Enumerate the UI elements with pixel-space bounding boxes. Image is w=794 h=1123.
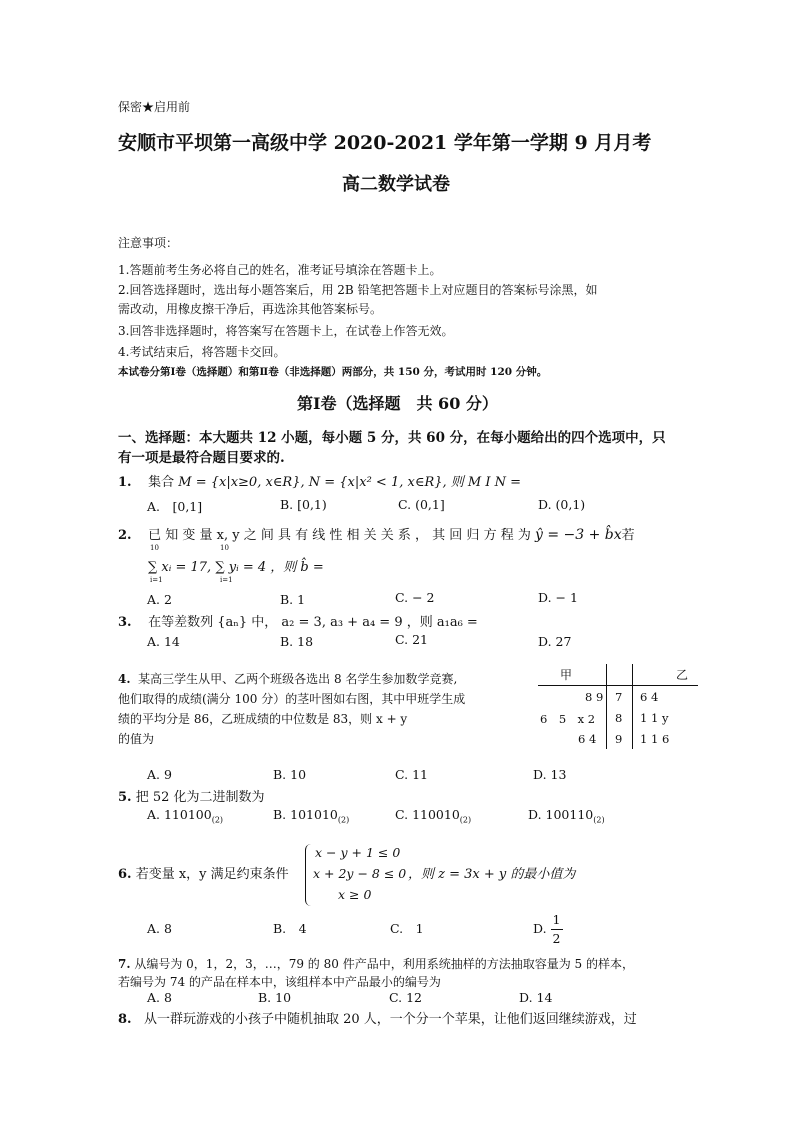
question-6-tail: ，则 z = 3x + y 的最小值为	[408, 867, 576, 882]
question-7-line-1	[118, 955, 634, 972]
question-number: 7.	[118, 957, 131, 971]
constraint-brace	[305, 844, 311, 906]
option-b: B. 4	[273, 921, 307, 936]
question-4-line-2: 他们取得的成绩(满分 100 分）的茎叶图如右图，其中甲班学生成	[118, 692, 466, 706]
option-a: A. $110100_{(2)}$	[147, 807, 224, 825]
question-number: 6.	[118, 867, 132, 882]
option-b: B. $101010_{(2)}$	[273, 807, 350, 825]
option-b: B. 10	[258, 990, 292, 1005]
option-a: A. 14	[147, 634, 180, 649]
section-instruction-2: 有一项是最符合题目要求的.	[118, 450, 285, 466]
section-title: 第Ⅰ卷（选择题 共 60 分）	[297, 394, 498, 413]
option-a: A. [0,1]	[147, 499, 203, 514]
stem-leaf-rule	[538, 685, 698, 686]
question-number: 3.	[118, 615, 132, 630]
sum-lower-limit: i=1	[150, 576, 163, 584]
stem-leaf-left-row-3: 6 4	[578, 732, 597, 746]
constraint-1: x − y + 1 ≤ 0	[315, 845, 401, 860]
option-d: D. 27	[538, 634, 572, 649]
question-5	[118, 786, 265, 805]
notes-heading: 注意事项：	[118, 236, 179, 250]
question-stem: 从一群玩游戏的小孩子中随机抽取 20 人，一个分一个苹果，让他们返回继续游戏，过	[143, 1012, 637, 1027]
question-2	[118, 524, 635, 543]
fraction-one-half: $\frac{1}{2}$	[552, 912, 561, 946]
question-math: M = {x|x≥0, x∈R}, N = {x|x² < 1, x∈R}, 则 M I N =	[178, 475, 522, 490]
question-8	[118, 1008, 637, 1027]
option-a: A. 8	[147, 990, 172, 1005]
option-c: C. 1	[390, 921, 424, 936]
constraint-3: x ≥ 0	[338, 887, 372, 902]
section-instruction-1: 一、选择题：本大题共 12 小题，每小题 5 分，共 60 分，在每小题给出的四个选项中，只	[118, 430, 666, 446]
question-stem: 已 知 变 量 x, y 之 间 具 有 线 性 相 关 关 系 ， 其 回 归 方 程 为	[148, 528, 531, 543]
question-stem: 把 52 化为二进制数为	[135, 790, 265, 805]
confidential-label: 保密★启用前	[118, 100, 191, 114]
exam-title: 安顺市平坝第一高级中学 2020-2021 学年第一学期 9 月月考	[118, 132, 652, 154]
question-stem: 在等差数列 {aₙ} 中， a₂ = 3, a₃ + a₄ = 9 ，则 a₁a₆ =	[148, 615, 478, 630]
question-6	[118, 863, 289, 882]
note-4: 4.考试结束后，将答题卡交回。	[118, 345, 286, 359]
option-d: D. 13	[533, 767, 567, 782]
option-d: D. $100110_{(2)}$	[528, 807, 605, 825]
stem-leaf-right-row-1: 6 4	[640, 690, 659, 704]
question-4-line-4: 的值为	[118, 732, 155, 746]
stem-leaf-stem-row-2: 8	[615, 711, 623, 725]
option-b: B. 18	[280, 634, 314, 649]
note-2b: 需改动，用橡皮擦干净后，再选涂其他答案标号。	[118, 302, 383, 316]
question-stem: 若变量 x，y 满足约束条件	[135, 867, 289, 882]
question-4-line-1	[118, 670, 457, 687]
question-1	[118, 471, 521, 490]
note-1: 1.答题前考生务必将自己的姓名，准考证号填涂在答题卡上。	[118, 263, 442, 277]
stem-leaf-left-row-1: 8 9	[585, 690, 604, 704]
option-b: B. [0,1)	[280, 497, 327, 512]
note-3: 3.回答非选择题时，将答案写在答题卡上，在试卷上作答无效。	[118, 324, 454, 338]
option-a: A. 8	[147, 921, 172, 936]
stem-leaf-stem-row-3: 9	[615, 732, 623, 746]
question-stem: 集合	[148, 475, 179, 490]
question-number: 2.	[118, 528, 132, 543]
question-2-line-2: ∑ xᵢ = 17, ∑ yᵢ = 4 ，则 b̂ =	[148, 560, 324, 575]
constraint-2: x + 2y − 8 ≤ 0	[313, 866, 407, 881]
question-number: 5.	[118, 790, 132, 805]
stem-leaf-left-row-2: 6 5 x 2	[540, 712, 596, 726]
stem-leaf-header-left: 甲	[560, 668, 573, 682]
option-a: A. 2	[147, 592, 172, 607]
question-number: 4.	[118, 672, 131, 686]
option-c: C. 11	[395, 767, 428, 782]
question-4-line-3: 绩的平均分是 86，乙班成绩的中位数是 83，则 x + y	[118, 712, 408, 726]
option-b: B. 10	[273, 767, 307, 782]
option-a: A. 9	[147, 767, 172, 782]
sum-lower-limit: i=1	[220, 576, 233, 584]
option-b: B. 1	[280, 592, 306, 607]
question-stem: 从编号为 0，1，2，3，…，79 的 80 件产品中，利用系统抽样的方法抽取容量为 5 的样本，	[134, 957, 634, 971]
option-d: D. $\frac{1}{2}$	[533, 912, 561, 946]
stem-leaf-divider-left	[606, 664, 607, 749]
option-d: D. (0,1)	[538, 497, 586, 512]
option-c: C. (0,1]	[398, 497, 445, 512]
option-d: D. 14	[519, 990, 553, 1005]
note-5: 本试卷分第Ⅰ卷（选择题）和第Ⅱ卷（非选择题）两部分，共 150 分，考试用时 120 分钟。	[118, 366, 548, 378]
question-3	[118, 611, 478, 630]
option-c: C. − 2	[395, 590, 435, 605]
option-c: C. $110010_{(2)}$	[395, 807, 472, 825]
question-number: 8.	[118, 1012, 132, 1027]
question-stem-tail: 若	[621, 528, 635, 543]
sum-upper-limit: 10	[150, 544, 159, 552]
exam-subtitle: 高二数学试卷	[342, 174, 450, 195]
stem-leaf-stem-row-1: 7	[615, 690, 623, 704]
option-c: C. 12	[389, 990, 422, 1005]
option-c: C. 21	[395, 632, 428, 647]
note-2a: 2.回答选择题时，选出每小题答案后，用 2B 铅笔把答题卡上对应题目的答案标号涂黑，如	[118, 283, 598, 297]
option-d: D. − 1	[538, 590, 578, 605]
question-stem: 某高三学生从甲、乙两个班级各选出 8 名学生参加数学竞赛,	[138, 672, 458, 686]
stem-leaf-header-right: 乙	[676, 668, 689, 682]
question-7-line-2: 若编号为 74 的产品在样本中，该组样本中产品最小的编号为	[118, 975, 441, 989]
regression-equation: ŷ = −3 + b̂x	[534, 527, 622, 543]
sum-upper-limit: 10	[220, 544, 229, 552]
stem-leaf-divider-right	[632, 664, 633, 749]
stem-leaf-right-row-3: 1 1 6	[640, 732, 670, 746]
question-number: 1.	[118, 475, 132, 490]
stem-leaf-right-row-2: 1 1 y	[640, 711, 669, 725]
